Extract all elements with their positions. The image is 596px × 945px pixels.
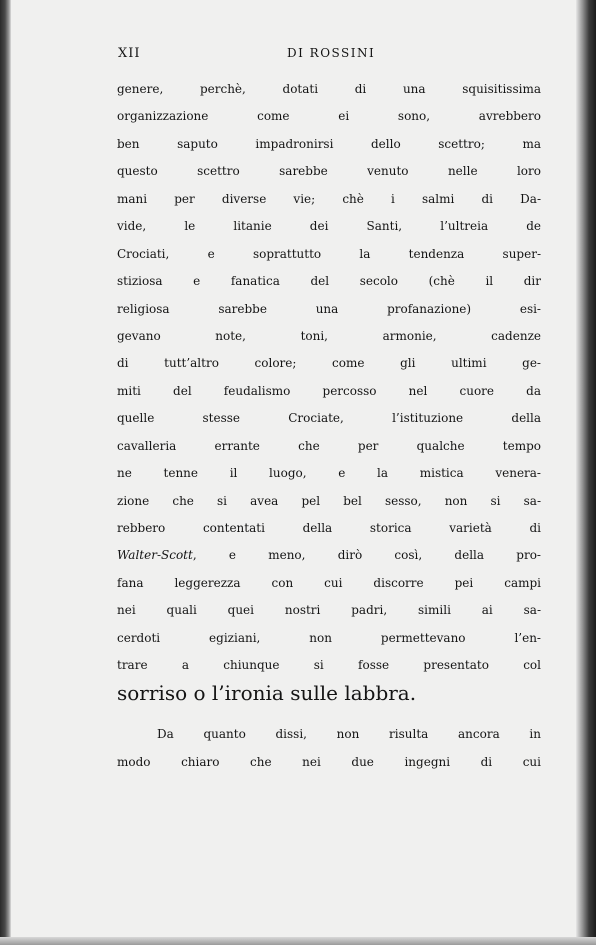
text-line: mani per diverse vie; chè i salmi di Da- bbox=[117, 191, 541, 206]
text-line: stiziosa e fanatica del secolo (chè il dir bbox=[117, 274, 541, 289]
text-line: trare a chiunque si fosse presentato col bbox=[117, 658, 541, 673]
text-line: nei quali quei nostri padri, simili ai sa- bbox=[117, 603, 541, 618]
paragraph-1 bbox=[117, 76, 541, 707]
text-line: vide, le litanie dei Santi, l’ultreia de bbox=[117, 219, 541, 234]
text-line: modo chiaro che nei due ingegni di cui bbox=[117, 754, 541, 769]
text-line: questo scettro sarebbe venuto nelle loro bbox=[117, 164, 541, 179]
text-line: cerdoti egiziani, non permettevano l’en- bbox=[117, 630, 541, 645]
page-edge-shadow-right bbox=[576, 0, 596, 945]
text-line: rebbero contentati della storica varietà di bbox=[117, 521, 541, 535]
text-line: miti del feudalismo percosso nel cuore da bbox=[117, 383, 541, 398]
page-header bbox=[0, 46, 596, 70]
text-line: ben saputo impadronirsi dello scettro; ma bbox=[117, 136, 541, 151]
body-text bbox=[117, 76, 541, 776]
page-number: XII bbox=[118, 46, 141, 61]
text-line: ne tenne il luogo, e la mistica venera- bbox=[117, 466, 541, 481]
running-title: DI ROSSINI bbox=[287, 46, 376, 60]
paragraph-2 bbox=[117, 721, 541, 776]
text-line: quelle stesse Crociate, l’istituzione della bbox=[117, 411, 541, 426]
text-line: cavalleria errante che per qualche tempo bbox=[117, 438, 541, 453]
text-line: Crociati, e soprattutto la tendenza super- bbox=[117, 246, 541, 261]
italic-name: Walter-Scott bbox=[117, 548, 193, 563]
text-line: Da quanto dissi, non risulta ancora in bbox=[157, 727, 541, 742]
text-line: fana leggerezza con cui discorre pei campi bbox=[117, 575, 541, 590]
paragraph-gap bbox=[117, 707, 541, 721]
page-edge-shadow-bottom bbox=[0, 937, 596, 945]
binding-shadow-left bbox=[0, 0, 11, 945]
text-line: zione che si avea pel bel sesso, non si sa- bbox=[117, 493, 541, 508]
text-line: Walter-Scott, e meno, dirò così, della pro- bbox=[117, 548, 541, 563]
text-line: religiosa sarebbe una profanazione) esi- bbox=[117, 301, 541, 316]
text-line: organizzazione come ei sono, avrebbero bbox=[117, 109, 541, 124]
text-line: genere, perchè, dotati di una squisitissima bbox=[117, 82, 541, 96]
text-line: sorriso o l’ironia sulle labbra. bbox=[117, 680, 417, 705]
text-line: di tutt’altro colore; come gli ultimi ge- bbox=[117, 356, 541, 371]
text-line: gevano note, toni, armonie, cadenze bbox=[117, 328, 541, 343]
